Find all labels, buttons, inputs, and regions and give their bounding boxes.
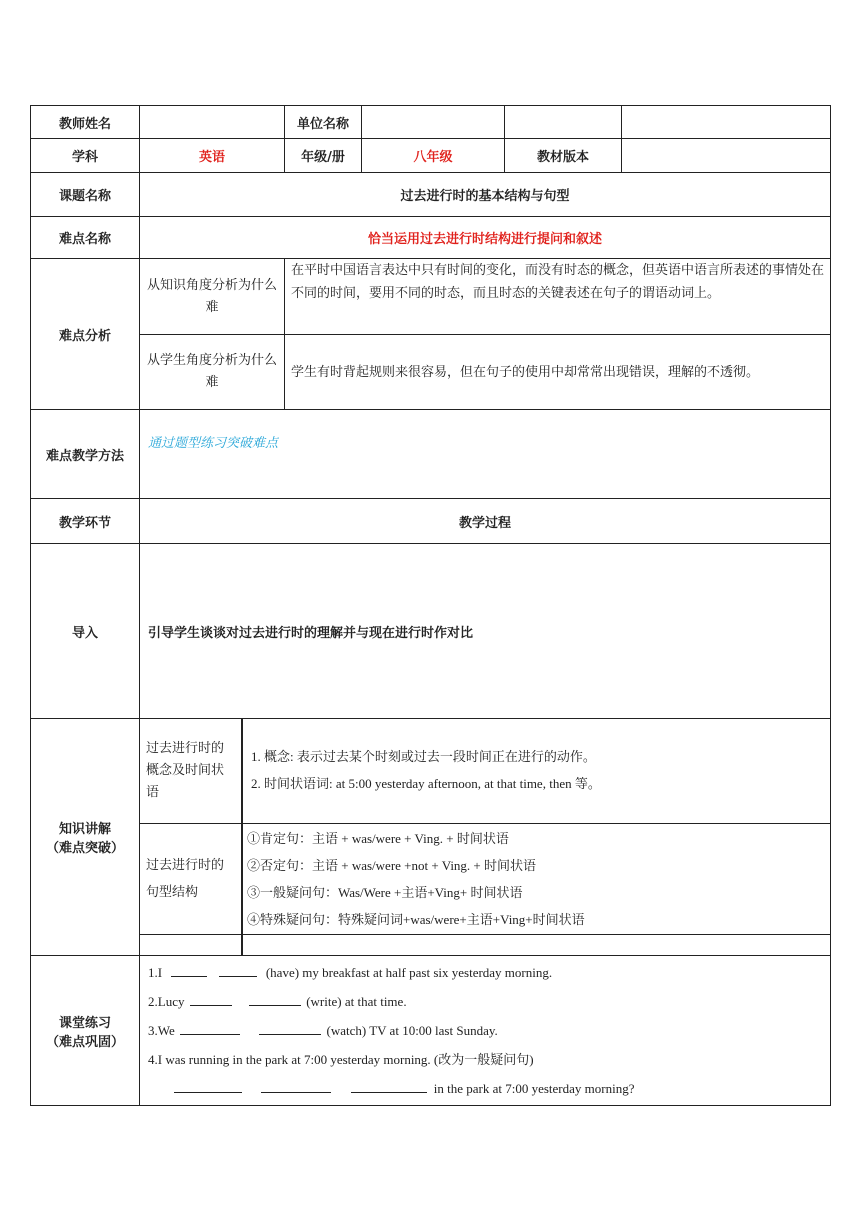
structure-line-3: ③一般疑问句：Was/Were +主语+Ving+ 时间状语 <box>247 884 523 900</box>
concept-content <box>242 719 830 823</box>
intro-text: 引导学生谈谈对过去进行时的理解并与现在进行时作对比 <box>140 544 831 719</box>
analysis-row-knowledge <box>31 259 831 335</box>
knowledge-label-line2: （难点突破） <box>45 841 124 856</box>
process-header-row <box>31 499 831 544</box>
concept-line-1: 1. 概念: 表示过去某个时刻或过去一段时间正在进行的动作。 <box>251 749 596 765</box>
structure-content <box>242 823 830 934</box>
teacher-name-label: 教师姓名 <box>31 106 140 139</box>
subject-label: 学科 <box>31 139 140 173</box>
structure-line-1: ①肯定句：主语 + was/were + Ving. + 时间状语 <box>247 830 509 846</box>
student-angle-label: 从学生角度分析为什么难 <box>140 335 285 410</box>
header-row-1 <box>31 106 831 139</box>
practice-content <box>140 956 831 1106</box>
process-stage-label: 教学环节 <box>31 499 140 544</box>
student-angle-text: 学生有时背起规则来很容易，但在句子的使用中却常常出现错误，理解的不透彻。 <box>285 335 831 410</box>
concept-label: 过去进行时的概念及时间状语 <box>140 719 242 823</box>
topic-label: 课题名称 <box>31 173 140 217</box>
topic-row <box>31 173 831 217</box>
textbook-value <box>622 139 831 173</box>
teacher-name-value <box>140 106 285 139</box>
difficulty-value: 恰当运用过去进行时结构进行提问和叙述 <box>140 217 831 259</box>
structure-line-2: ②否定句：主语 + was/were +not + Ving. + 时间状语 <box>247 857 537 873</box>
exercise-2-blank-1[interactable] <box>190 991 232 1006</box>
knowledge-empty-row <box>140 934 830 955</box>
exercise-3-blank-2[interactable] <box>259 1020 321 1035</box>
grade-label: 年级/册 <box>285 139 362 173</box>
exercise-2: 2.Lucy (write) at that time. <box>148 987 822 1016</box>
intro-row <box>31 544 831 719</box>
exercise-4-answer: in the park at 7:00 yesterday morning? <box>148 1074 822 1103</box>
practice-label-line1: 课堂练习 <box>58 1015 111 1031</box>
knowledge-label <box>31 719 140 956</box>
practice-label <box>31 956 140 1106</box>
difficulty-row <box>31 217 831 259</box>
exercise-1: 1.I (have) my breakfast at half past six yesterday morning. <box>148 958 822 987</box>
exercise-1-blank-2[interactable] <box>219 962 257 977</box>
practice-row <box>31 956 831 1106</box>
textbook-label: 教材版本 <box>505 139 622 173</box>
knowledge-row <box>31 719 831 956</box>
practice-label-line2: （难点巩固） <box>45 1034 124 1050</box>
process-label: 教学过程 <box>140 499 831 544</box>
structure-label: 过去进行时的句型结构 <box>140 823 242 934</box>
exercise-4: 4.I was running in the park at 7:00 yesterday morning. (改为一般疑问句) <box>148 1052 534 1067</box>
knowledge-content <box>140 719 831 956</box>
empty-cell-right <box>242 934 830 955</box>
method-row <box>31 410 831 499</box>
header-extra-cell-2 <box>622 106 831 139</box>
intro-label: 导入 <box>31 544 140 719</box>
subject-value: 英语 <box>140 139 285 173</box>
knowledge-angle-text: 在平时中国语言表达中只有时间的变化，而没有时态的概念，但英语中语言所表述的事情处在不同的时间，要用不同的时态，而且时态的关键表述在句子的谓语动词上。 <box>285 259 831 335</box>
header-row-2 <box>31 139 831 173</box>
analysis-label: 难点分析 <box>31 259 140 410</box>
exercise-1-blank-1[interactable] <box>171 962 207 977</box>
grade-value: 八年级 <box>362 139 505 173</box>
knowledge-inner-table <box>140 719 830 955</box>
topic-value: 过去进行时的基本结构与句型 <box>140 173 831 217</box>
exercise-4-blank-3[interactable] <box>351 1078 427 1093</box>
exercise-2-blank-2[interactable] <box>249 991 301 1006</box>
exercise-3-blank-1[interactable] <box>180 1020 240 1035</box>
exercise-3: 3.We (watch) TV at 10:00 last Sunday. <box>148 1016 822 1045</box>
analysis-row-student <box>31 335 831 410</box>
structure-row <box>140 823 830 934</box>
difficulty-label: 难点名称 <box>31 217 140 259</box>
knowledge-angle-label: 从知识角度分析为什么难 <box>140 259 285 335</box>
method-label: 难点教学方法 <box>31 410 140 499</box>
lesson-plan-table <box>30 105 831 1106</box>
concept-line-2: 2. 时间状语词: at 5:00 yesterday afternoon, at that time, then 等。 <box>251 776 601 792</box>
header-extra-cell-1 <box>505 106 622 139</box>
method-value: 通过题型练习突破难点 <box>140 410 831 499</box>
unit-name-value <box>362 106 505 139</box>
structure-line-4: ④特殊疑问句：特殊疑问词+was/were+主语+Ving+时间状语 <box>247 911 585 927</box>
exercise-4-blank-1[interactable] <box>174 1078 242 1093</box>
empty-cell-left <box>140 934 242 955</box>
knowledge-label-line1: 知识讲解 <box>58 822 111 837</box>
exercise-4-blank-2[interactable] <box>261 1078 331 1093</box>
unit-name-label: 单位名称 <box>285 106 362 139</box>
concept-row <box>140 719 830 823</box>
